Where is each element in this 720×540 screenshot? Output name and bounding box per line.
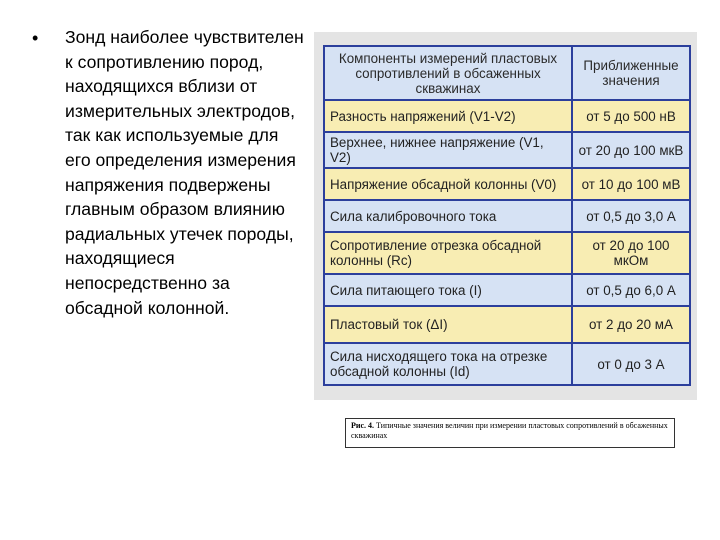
table-row <box>324 306 690 343</box>
table-row <box>324 100 690 132</box>
row-value: от 5 до 500 нВ <box>572 100 690 132</box>
caption-label: Рис. 4. <box>351 421 375 430</box>
measurements-table <box>323 45 691 386</box>
row-param: Сила нисходящего тока на отрезке обсадной колонны (Id) <box>324 343 572 385</box>
row-value: от 0,5 до 3,0 А <box>572 200 690 232</box>
row-value: от 10 до 100 мВ <box>572 168 690 200</box>
figure-caption <box>345 418 675 448</box>
bullet-text: Зонд наиболее чувствителен к сопротивлению пород, находящихся вблизи от измерительных электродов, так как используемые для его определения измерения напряжения подвержены главным образом влиянию радиальных утечек породы, находящиеся непосредственно за обсадной колонной. <box>65 27 304 318</box>
table-row <box>324 274 690 306</box>
row-param: Верхнее, нижнее напряжение (V1, V2) <box>324 132 572 168</box>
row-param: Напряжение обсадной колонны (V0) <box>324 168 572 200</box>
row-value: от 0,5 до 6,0 А <box>572 274 690 306</box>
header-components: Компоненты измерений пластовых сопротивлений в обсаженных скважинах <box>324 46 572 100</box>
table-figure <box>314 32 697 400</box>
table-row <box>324 200 690 232</box>
table-header-row <box>324 46 690 100</box>
row-param: Сила питающего тока (I) <box>324 274 572 306</box>
table-row <box>324 132 690 168</box>
row-value: от 2 до 20 мА <box>572 306 690 343</box>
row-value: от 20 до 100 мкВ <box>572 132 690 168</box>
table-row <box>324 168 690 200</box>
caption-text: Типичные значения величин при измерении пластовых сопротивлений в обсаженных скважинах <box>351 421 668 440</box>
row-param: Разность напряжений (V1-V2) <box>324 100 572 132</box>
row-value: от 20 до 100 мкОм <box>572 232 690 274</box>
row-param: Сопротивление отрезка обсадной колонны (Rc) <box>324 232 572 274</box>
row-param: Пластовый ток (ΔI) <box>324 306 572 343</box>
table-row <box>324 232 690 274</box>
bullet-marker: • <box>32 28 39 48</box>
row-value: от 0 до 3 А <box>572 343 690 385</box>
header-values: Приближенные значения <box>572 46 690 100</box>
table-row <box>324 343 690 385</box>
row-param: Сила калибровочного тока <box>324 200 572 232</box>
